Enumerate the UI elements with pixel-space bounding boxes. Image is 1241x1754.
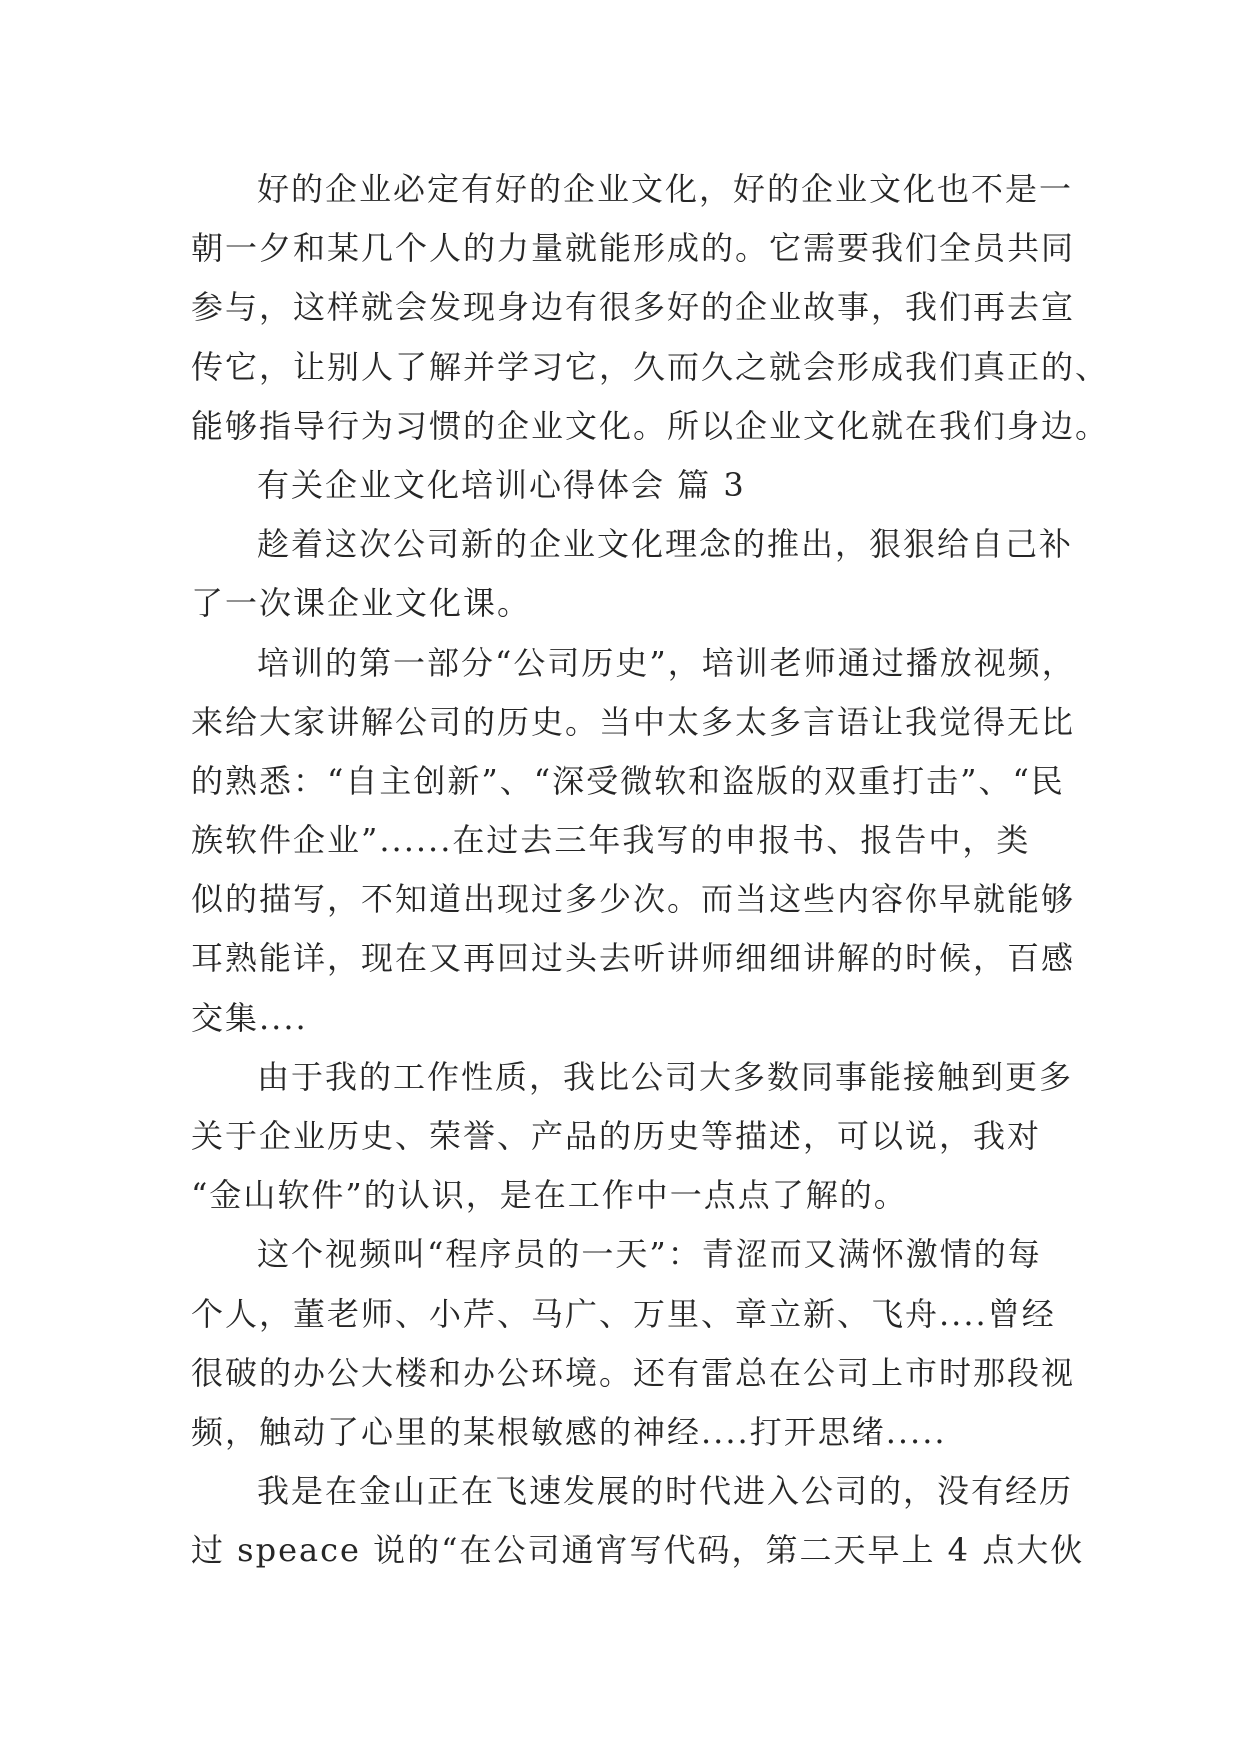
document-body [191, 160, 1110, 1581]
text-line: “金山软件”的认识，是在工作中一点点了解的。 [191, 1176, 908, 1215]
text-line: 个人，董老师、小芹、马广、万里、章立新、飞舟....曾经 [191, 1294, 1056, 1333]
text-line: 朝一夕和某几个人的力量就能形成的。它需要我们全员共同 [191, 229, 1076, 268]
text-line: 这个视频叫“程序员的一天”：青涩而又满怀激情的每 [257, 1235, 1042, 1274]
text-line: 我是在金山正在飞速发展的时代进入公司的，没有经历 [257, 1472, 1074, 1511]
text-line: 参与，这样就会发现身边有很多好的企业故事，我们再去宣 [191, 288, 1076, 327]
text-line: 很破的办公大楼和办公环境。还有雷总在公司上市时那段视 [191, 1353, 1076, 1392]
text-line: 培训的第一部分“公司历史”，培训老师通过播放视频， [257, 643, 1076, 682]
text-line: 了一次课企业文化课。 [191, 584, 532, 623]
text-line: 族软件企业”......在过去三年我写的申报书、报告中，类 [191, 821, 1031, 860]
text-line: 频，触动了心里的某根敏感的神经....打开思绪..... [191, 1412, 947, 1451]
text-line: 能够指导行为习惯的企业文化。所以企业文化就在我们身边。 [191, 406, 1110, 445]
text-line: 的熟悉：“自主创新”、“深受微软和盗版的双重打击”、“民 [191, 761, 1065, 800]
text-line: 过 speace 说的“在公司通宵写代码，第二天早上 4 点大伙 [191, 1531, 1085, 1570]
text-line: 耳熟能详，现在又再回过头去听讲师细细讲解的时候，百感 [191, 939, 1076, 978]
text-line: 由于我的工作性质，我比公司大多数同事能接触到更多 [257, 1057, 1074, 1096]
text-line: 好的企业必定有好的企业文化，好的企业文化也不是一 [257, 170, 1074, 208]
text-line: 传它，让别人了解并学习它，久而久之就会形成我们真正的、 [191, 347, 1110, 386]
text-line: 趁着这次公司新的企业文化理念的推出，狠狠给自己补 [257, 525, 1074, 564]
text-line: 关于企业历史、荣誉、产品的历史等描述，可以说，我对 [191, 1117, 1042, 1155]
text-line: 交集.... [191, 998, 308, 1037]
text-line: 有关企业文化培训心得体会 篇 3 [257, 465, 746, 504]
text-line: 似的描写，不知道出现过多少次。而当这些内容你早就能够 [191, 880, 1076, 919]
text-line: 来给大家讲解公司的历史。当中太多太多言语让我觉得无比 [191, 702, 1076, 741]
